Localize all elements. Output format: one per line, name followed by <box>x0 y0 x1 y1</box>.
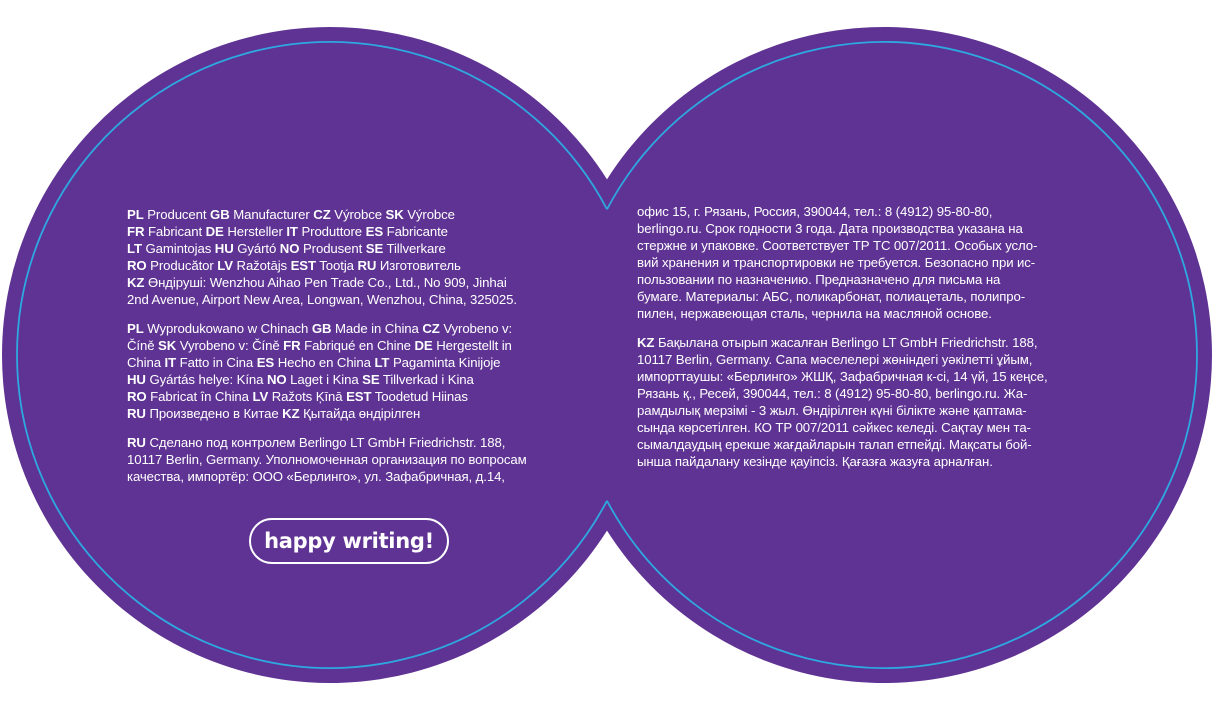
text-line <box>637 368 1097 385</box>
text-line <box>127 320 577 337</box>
manufacturer-block <box>127 206 577 308</box>
line-text: сында көрсетілген. КО ТР 007/2011 сәйкес келеді. Сақтау мен та- <box>637 420 1031 435</box>
line-text: Produsent <box>302 241 363 256</box>
text-line <box>127 240 577 257</box>
line-text: Fabriqué en Chine <box>304 338 411 353</box>
text-line <box>637 334 1097 351</box>
line-text: качества, импортёр: ООО «Берлинго», ул. Зафабричная, д.14, <box>127 469 505 484</box>
left-text-column <box>127 206 577 485</box>
text-line <box>127 223 577 240</box>
line-text: сымалдаудың ерекше жағдайларын талап етпейді. Мақсаты бой- <box>637 437 1032 452</box>
text-line <box>637 237 1097 254</box>
country-code: KZ <box>282 406 300 421</box>
text-line <box>127 371 577 388</box>
line-text: Hergestellt in <box>436 338 512 353</box>
text-line <box>127 274 577 291</box>
line-text: Fabricante <box>386 224 448 239</box>
line-text: Tootja <box>319 258 354 273</box>
country-code: GB <box>311 321 332 336</box>
line-text: Gyártó <box>237 241 277 256</box>
line-text: стержне и упаковке. Соответствует ТР ТС 007/2011. Особых усло- <box>637 238 1038 253</box>
country-code: LV <box>252 389 269 404</box>
line-text: ынша пайдалану кезінде қауіпсіз. Қағазға жазуға арналған. <box>637 454 993 469</box>
line-text: импорттаушы: «Берлинго» ЖШҚ, Зафабричная к-сі, 14 үй, 15 кеңсе, <box>637 369 1048 384</box>
text-line <box>637 254 1097 271</box>
country-code: LV <box>217 258 233 273</box>
country-code: SK <box>158 338 177 353</box>
text-line <box>637 351 1097 368</box>
country-code: GB <box>210 207 230 222</box>
country-code: ES <box>256 355 275 370</box>
line-text: Қытайда өндірілген <box>303 406 421 421</box>
country-code: IT <box>164 355 177 370</box>
line-text: Gamintojas <box>145 241 212 256</box>
line-text: berlingo.ru. Срок годности 3 года. Дата производства указана на <box>637 221 1023 236</box>
line-text: Fabricat în China <box>150 389 249 404</box>
country-code: NO <box>266 372 287 387</box>
country-code: RU <box>127 406 146 421</box>
text-line <box>127 405 577 422</box>
country-code: SE <box>362 372 380 387</box>
line-text: Producător <box>150 258 214 273</box>
line-text: Tillverkare <box>386 241 446 256</box>
text-line <box>127 257 577 274</box>
text-line <box>127 354 577 371</box>
text-line <box>637 288 1097 305</box>
kz-details-block <box>637 334 1097 470</box>
line-text: Ražotājs <box>236 258 288 273</box>
line-text: Wyprodukowano w Chinach <box>147 321 309 336</box>
text-line <box>637 453 1097 470</box>
text-line <box>637 385 1097 402</box>
line-text: Toodetud Hiinas <box>374 389 468 404</box>
line-text: China <box>127 355 161 370</box>
line-text: Изготовитель <box>379 258 461 273</box>
line-text: Producent <box>147 207 207 222</box>
text-line <box>127 206 577 223</box>
line-text: Hersteller <box>227 224 283 239</box>
line-text: Produttore <box>301 224 363 239</box>
line-text: Pagaminta Kinijoje <box>392 355 501 370</box>
country-code: LT <box>374 355 390 370</box>
line-text: Výrobce <box>334 207 382 222</box>
text-line <box>637 271 1097 288</box>
text-line <box>127 468 577 485</box>
line-text: пользовании по назначению. Предназначено для письма на <box>637 272 1001 287</box>
country-code: PL <box>127 207 144 222</box>
line-text: Hecho en China <box>277 355 371 370</box>
country-code: PL <box>127 321 144 336</box>
country-code: RU <box>357 258 377 273</box>
line-text: бумаге. Материалы: АБС, поликарбонат, полиацеталь, полипро- <box>637 289 1026 304</box>
line-text: Gyártás helye: Kína <box>149 372 264 387</box>
line-text: Ražots Ķīnā <box>271 389 343 404</box>
country-code: CZ <box>313 207 331 222</box>
line-text: офис 15, г. Рязань, Россия, 390044, тел.: 8 (4912) 95-80-80, <box>637 204 993 219</box>
line-text: Fabricant <box>147 224 203 239</box>
right-text-column <box>637 203 1097 470</box>
line-text: вий хранения и транспортировки не требуется. Безопасно при ис- <box>637 255 1036 270</box>
country-code: KZ <box>637 335 655 350</box>
text-line <box>127 451 577 468</box>
text-line <box>127 434 577 451</box>
line-text: пилен, нержавеющая сталь, чернила на масляной основе. <box>637 306 992 321</box>
country-code: SE <box>365 241 384 256</box>
country-code: RO <box>127 258 147 273</box>
country-code: DE <box>414 338 433 353</box>
text-line <box>127 291 577 308</box>
text-line <box>637 402 1097 419</box>
line-text: Made in China <box>335 321 419 336</box>
happy-writing-badge: happy writing! <box>249 518 449 564</box>
line-text: Manufacturer <box>233 207 310 222</box>
line-text: 10117 Berlin, Germany. Сапа мәселелері жөніндегі уәкілетті ұйым, <box>637 352 1033 367</box>
line-text: Сделано под контролем Berlingo LT GmbH Friedrichstr. 188, <box>149 435 506 450</box>
country-code: HU <box>214 241 234 256</box>
text-line <box>637 203 1097 220</box>
line-text: Laget i Kina <box>290 372 359 387</box>
text-line <box>127 337 577 354</box>
country-code: KZ <box>127 275 145 290</box>
country-code: HU <box>127 372 146 387</box>
country-code: EST <box>290 258 316 273</box>
ru-importer-block <box>127 434 577 485</box>
line-text: Výrobce <box>407 207 455 222</box>
line-text: Vyrobeno v: <box>443 321 513 336</box>
line-text: Vyrobeno v: Číně <box>179 338 280 353</box>
line-text: Fatto in Cina <box>179 355 254 370</box>
line-text: Бақылана отырып жасалған Berlingo LT GmbH Friedrichstr. 188, <box>657 335 1038 350</box>
line-text: Произведено в Китае <box>149 406 279 421</box>
text-line <box>127 388 577 405</box>
line-text: Tillverkad i Kina <box>382 372 474 387</box>
country-code: NO <box>279 241 300 256</box>
ru-details-block <box>637 203 1097 322</box>
line-text: рамдылық мерзімі - 3 жыл. Өндірілген күні білікте және қаптама- <box>637 403 1027 418</box>
country-code: EST <box>346 389 372 404</box>
text-line <box>637 436 1097 453</box>
country-code: CZ <box>422 321 440 336</box>
country-code: FR <box>127 224 145 239</box>
line-text: Өндіруші: Wenzhou Aihao Pen Trade Co., Ltd., No 909, Jinhai <box>147 275 507 290</box>
line-text: Рязань қ., Ресей, 390044, тел.: 8 (4912) 95-80-80, berlingo.ru. Жа- <box>637 386 1028 401</box>
country-code: RU <box>127 435 146 450</box>
line-text: 2nd Avenue, Airport New Area, Longwan, Wenzhou, China, 325025. <box>127 292 517 307</box>
country-code: DE <box>205 224 224 239</box>
text-line <box>637 419 1097 436</box>
line-text: Číně <box>127 338 155 353</box>
text-line <box>637 305 1097 322</box>
country-code: LT <box>127 241 142 256</box>
country-code: RO <box>127 389 147 404</box>
country-code: IT <box>286 224 298 239</box>
country-code: FR <box>283 338 301 353</box>
country-code: SK <box>385 207 404 222</box>
country-code: ES <box>365 224 384 239</box>
made-in-china-block <box>127 320 577 422</box>
line-text: 10117 Berlin, Germany. Уполномоченная организация по вопросам <box>127 452 527 467</box>
text-line <box>637 220 1097 237</box>
